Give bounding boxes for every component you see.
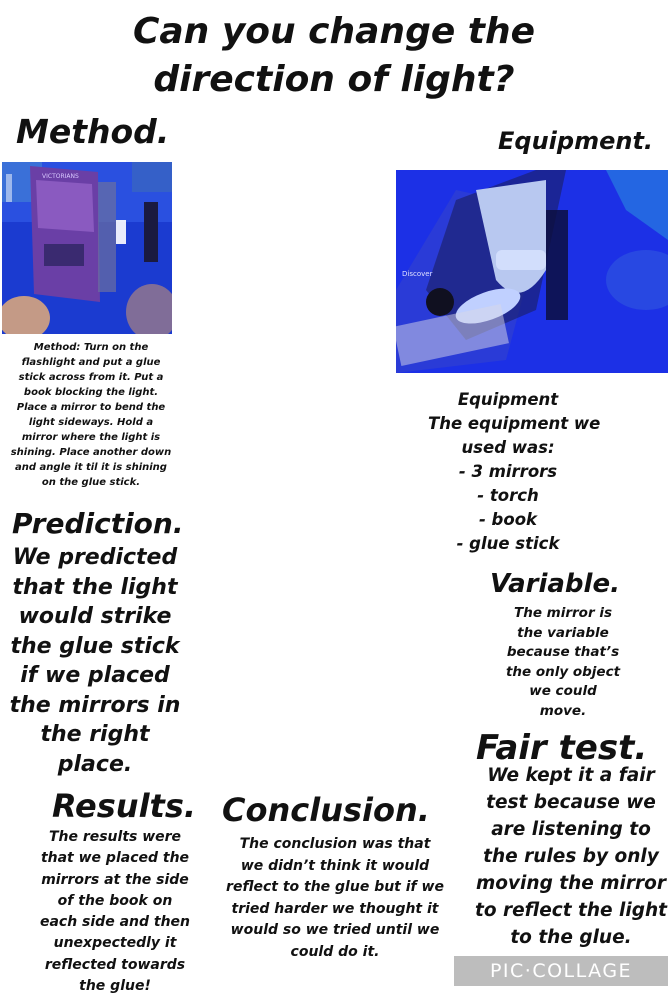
equipment-line: Equipment — [457, 390, 559, 409]
equipment-photo-image — [396, 170, 668, 373]
fair-test-line: test because we — [486, 792, 656, 813]
prediction-text — [5, 543, 185, 779]
fair-test-text — [474, 762, 668, 951]
method-photo — [2, 162, 172, 334]
fair-test-line: to reflect the light — [475, 900, 667, 921]
method-text-line: stick across from it. Put a — [18, 372, 164, 383]
prediction-line: would strike — [18, 604, 172, 629]
results-text — [30, 827, 200, 997]
prediction-line: the right place. — [40, 722, 150, 777]
variable-line: because that’s — [506, 644, 620, 661]
fair-test-line: We kept it a fair — [487, 765, 655, 786]
equipment-photo-label: Discover — [402, 270, 433, 278]
variable-line: we could — [529, 683, 597, 700]
fair-test-line: to the glue. — [510, 927, 632, 948]
equipment-heading: Equipment. — [498, 127, 654, 155]
title-line-1: Can you change the — [132, 11, 536, 52]
conclusion-text — [220, 834, 450, 963]
conclusion-line: we didn’t think it would — [240, 857, 430, 874]
equipment-line: - 3 mirrors — [458, 462, 558, 481]
results-line: each side and then — [39, 914, 191, 931]
method-text-line: flashlight and put a glue — [21, 357, 161, 368]
page-title — [60, 8, 608, 104]
method-heading: Method. — [16, 112, 170, 151]
method-text-line: shining. Place another down — [10, 447, 172, 458]
results-line: of the book on — [57, 892, 173, 909]
method-text-line: book blocking the light. — [23, 387, 159, 398]
variable-text — [504, 604, 622, 722]
variable-line: the variable — [517, 624, 609, 641]
fair-test-heading: Fair test. — [476, 728, 648, 768]
equipment-text — [428, 388, 601, 556]
variable-line: move. — [539, 702, 587, 719]
results-line: reflected towards — [44, 956, 186, 973]
pic-collage-watermark: PIC·COLLAGE — [454, 956, 668, 986]
conclusion-heading: Conclusion. — [222, 791, 430, 829]
conclusion-line: tried harder we thought it — [231, 900, 439, 917]
results-line: the glue! — [79, 978, 151, 995]
results-line: The results were — [48, 829, 182, 845]
results-line: that we placed the — [40, 850, 190, 867]
prediction-line: the mirrors in — [9, 692, 181, 718]
equipment-line: - torch — [477, 486, 539, 505]
method-text-line: mirror where the light is — [21, 432, 161, 443]
method-photo-image — [2, 162, 172, 334]
prediction-line: if we placed — [20, 663, 170, 688]
fair-test-line: the rules by only — [483, 846, 659, 867]
equipment-line: - book — [478, 510, 538, 529]
results-line: unexpectedly it — [53, 935, 177, 952]
results-heading: Results. — [52, 787, 197, 825]
method-text-line: Method: Turn on the — [33, 342, 149, 353]
method-text-line: on the glue stick. — [41, 477, 141, 488]
method-photo-book-text: VICTORIANS — [42, 173, 79, 180]
conclusion-line: reflect to the glue but if we — [226, 879, 444, 895]
variable-heading: Variable. — [490, 569, 620, 599]
method-text-line: and angle it til it is shining — [15, 462, 167, 473]
prediction-line: that the light — [12, 574, 178, 600]
method-text — [10, 340, 172, 490]
conclusion-line: The conclusion was that — [239, 836, 431, 852]
prediction-line: We predicted — [12, 545, 178, 570]
variable-line: The mirror is — [514, 605, 612, 621]
equipment-line: used was: — [461, 438, 555, 457]
variable-line: the only object — [505, 663, 621, 680]
equipment-line: - glue stick — [456, 534, 560, 553]
prediction-heading: Prediction. — [12, 507, 184, 540]
method-text-line: Place a mirror to bend the — [16, 402, 166, 413]
equipment-line: The equipment we — [428, 414, 601, 433]
fair-test-line: moving the mirror — [476, 873, 666, 894]
results-line: mirrors at the side — [41, 871, 189, 888]
fair-test-line: are listening to — [491, 819, 651, 840]
conclusion-line: could do it. — [290, 943, 380, 960]
conclusion-line: would so we tried until we — [230, 922, 440, 938]
prediction-line: the glue stick — [10, 633, 180, 659]
equipment-photo — [396, 170, 668, 373]
method-text-line: light sideways. Hold a — [28, 417, 154, 428]
title-line-2: direction of light? — [153, 59, 515, 100]
